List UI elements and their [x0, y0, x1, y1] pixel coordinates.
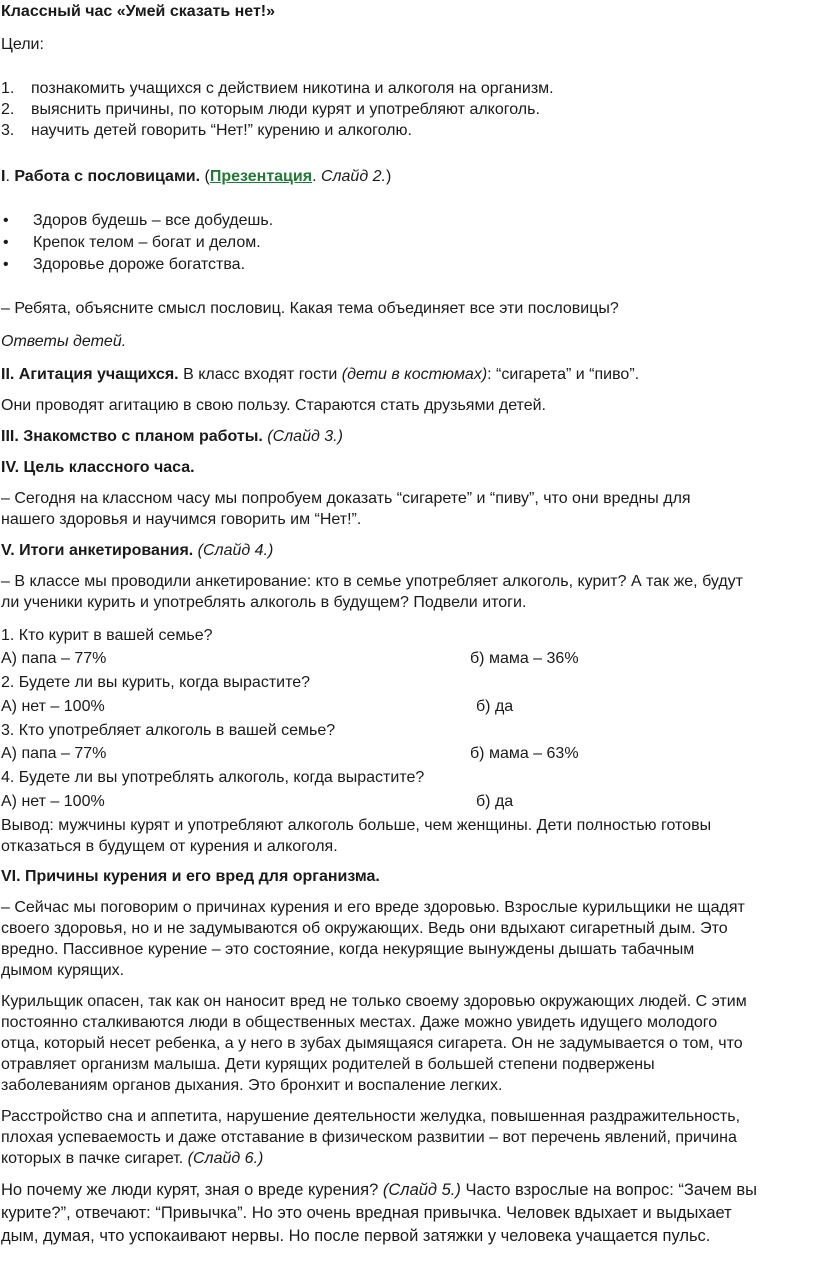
section-1-heading [1, 166, 391, 188]
section-6-heading: VI. Причины курения и его вред для организма. [1, 868, 380, 885]
paragraph-line: вредно. Пассивное курение – это состояние, когда некурящие вынуждены дышать табачным [1, 941, 695, 958]
proverb-item [1, 210, 273, 232]
paragraph-line [1, 1179, 757, 1201]
question-paragraph: – Ребята, объясните смысл пословиц. Какая тема объединяет все эти пословицы? [1, 300, 619, 317]
paragraph-line: заболеваниям органов дыхания. Это бронхит и воспаление легких. [1, 1077, 503, 1094]
presentation-link[interactable]: Презентация [209, 168, 313, 185]
conclusion-line: отказаться в будущем от курения и алкоголя. [1, 838, 338, 855]
bullet-icon: • [3, 256, 9, 273]
paragraph-line: Курильщик опасен, так как он наносит вред не только своему здоровью окружающих людей. С этим [1, 993, 747, 1010]
goal-item [1, 120, 412, 142]
paragraph-line: нашего здоровья и научимся говорить им “Нет!”. [1, 511, 362, 528]
survey-answer-b: б) да [476, 793, 514, 810]
proverb-item [1, 232, 261, 254]
goal-item [1, 78, 554, 100]
proverb-text: Здоров будешь – все добудешь. [33, 212, 274, 229]
goals-label: Цели: [1, 36, 44, 53]
paragraph-line: плохая успеваемость и даже отставание в физическом развитии – вот перечень явлений, причина [1, 1129, 737, 1146]
survey-question: 3. Кто употребляет алкоголь в вашей семье? [1, 722, 336, 739]
goal-number: 2. [1, 101, 15, 118]
separator: . [5, 168, 15, 185]
paragraph-line: отравляет организм малыша. Дети курящих родителей в большей степени подвержены [1, 1056, 655, 1073]
separator: . [312, 168, 321, 185]
answers-note: Ответы детей. [1, 333, 127, 350]
survey-answer-b: б) да [476, 698, 514, 715]
paragraph-line: отца, который несет ребенка, а у него в зубах дымящаяся сигарета. Он не задумывается о том, что [1, 1035, 743, 1052]
goal-text: выяснить причины, по которым люди курят и употребляют алкоголь. [31, 101, 540, 118]
survey-answer-b: б) мама – 63% [470, 745, 579, 762]
paragraph-text: Но почему же люди курят, зная о вреде курения? [1, 1181, 383, 1199]
slide-ref: (Слайд 5.) [382, 1181, 461, 1199]
section-title: V. Итоги анкетирования. [1, 542, 194, 559]
section-text-italic: (дети в костюмах) [341, 366, 488, 383]
section-title: Работа с пословицами. [14, 168, 201, 185]
proverb-text: Здоровье дороже богатства. [33, 256, 246, 273]
conclusion-line: Вывод: мужчины курят и употребляют алкоголь больше, чем женщины. Дети полностью готовы [1, 817, 712, 834]
paragraph-line: дымом курящих. [1, 962, 125, 979]
paragraph-line: курите?”, отвечают: “Привычка”. Но это очень вредная привычка. Человек вдыхает и выдыхает [1, 1204, 732, 1222]
survey-answer-a: А) нет – 100% [1, 793, 105, 810]
survey-answer-b: б) мама – 36% [470, 650, 579, 667]
bullet-icon: • [3, 212, 9, 229]
goal-item [1, 99, 540, 121]
paragraph-line: Расстройство сна и аппетита, нарушение деятельности желудка, повышенная раздражительность, [1, 1108, 741, 1125]
section-4-heading: IV. Цель классного часа. [1, 459, 195, 476]
section-3-heading [1, 426, 343, 448]
paren-open: ( [200, 168, 210, 185]
paren-close: ) [385, 168, 392, 185]
paragraph-line: дым, думая, что успокаивают нервы. Но после первой затяжки у человека учащается пульс. [1, 1227, 711, 1245]
section-text: В класс входят гости [178, 366, 342, 383]
section-2-heading [1, 364, 639, 386]
paragraph: Они проводят агитацию в свою пользу. Стараются стать друзьями детей. [1, 397, 546, 414]
survey-answer-a: А) папа – 77% [1, 650, 107, 667]
proverb-text: Крепок телом – богат и делом. [33, 234, 261, 251]
survey-question: 4. Будете ли вы употреблять алкоголь, когда вырастите? [1, 769, 425, 786]
goal-number: 1. [1, 80, 15, 97]
bullet-icon: • [3, 234, 9, 251]
survey-question: 1. Кто курит в вашей семье? [1, 627, 213, 644]
paragraph-text: которых в пачке сигарет. [1, 1150, 188, 1167]
paragraph-line: – В классе мы проводили анкетирование: кто в семье употребляет алкоголь, курит? А так же, будут [1, 573, 744, 590]
goal-number: 3. [1, 122, 15, 139]
proverb-item [1, 254, 245, 276]
paragraph-line: – Сегодня на классном часу мы попробуем доказать “сигарете” и “пиву”, что они вредны для [1, 490, 691, 507]
document-title: Классный час «Умей сказать нет!» [1, 3, 276, 20]
survey-answer-a: А) нет – 100% [1, 698, 105, 715]
section-number: I [1, 168, 6, 185]
paragraph-text: Часто взрослые на вопрос: “Зачем вы [460, 1181, 757, 1199]
paragraph-line [1, 1148, 263, 1170]
goal-text: познакомить учащихся с действием никотина и алкоголя на организм. [31, 80, 554, 97]
section-title: III. Знакомство с планом работы. [1, 428, 263, 445]
section-title: II. Агитация учащихся. [1, 366, 179, 383]
paragraph-line: ли ученики курить и употреблять алкоголь в будущем? Подвели итоги. [1, 594, 527, 611]
section-5-heading [1, 540, 273, 562]
slide-ref: (Слайд 4.) [193, 542, 274, 559]
section-text: : “сигарета” и “пиво”. [487, 366, 640, 383]
paragraph-line: – Сейчас мы поговорим о причинах курения и его вреде здоровью. Взрослые курильщики не щадят [1, 899, 745, 916]
survey-answer-a: А) папа – 77% [1, 745, 107, 762]
slide-ref: (Слайд 6.) [187, 1150, 264, 1167]
slide-ref: (Слайд 3.) [262, 428, 343, 445]
survey-question: 2. Будете ли вы курить, когда вырастите? [1, 674, 311, 691]
goal-text: научить детей говорить “Нет!” курению и алкоголю. [31, 122, 412, 139]
slide-ref: Слайд 2. [320, 168, 386, 185]
paragraph-line: постоянно сталкиваются люди в общественных местах. Даже можно увидеть идущего молодого [1, 1014, 718, 1031]
paragraph-line: своего здоровья, но и не задумываются об окружающих. Ведь они вдыхают сигаретный дым. Это [1, 920, 728, 937]
